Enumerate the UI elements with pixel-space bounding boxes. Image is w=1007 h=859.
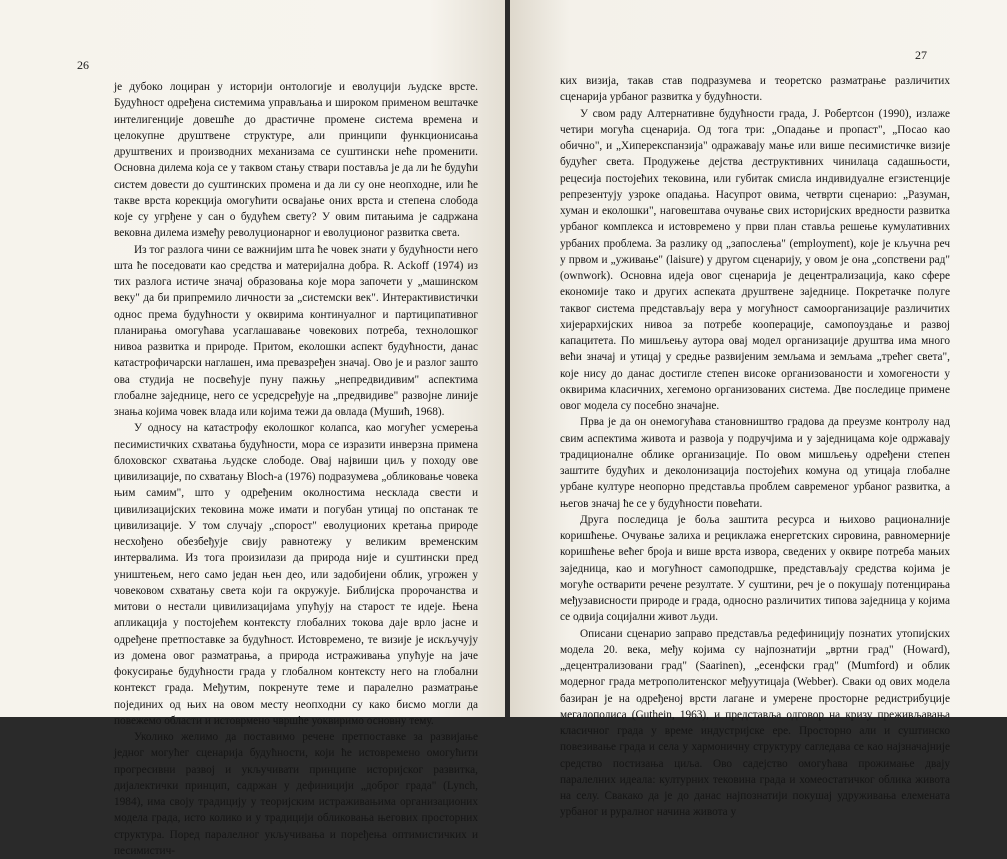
paragraph: У свом раду Алтернативне будућности града, J. Робертсон (1990), излаже четири могућа сценарија. Од тога три: „Опадање и пропаст", „Посао као обично", и „Хиперекспанзија" одражавају мање или више песимистичке визије будућег света. Продужење дејства деструктивних чинилаца садашњости, рецесија постојећих тековина, или губитак смисла индивидуалне егзистенције репрезентују узроке опадања. Насупрот овима, четврти сценарио: „Разуман, хуман и еколошки", наговештава очување свих историјских вредности развитка урбаног комплекса и истовремено у први план ставља решење кумулативних урбаних проблема. За разлику од „запослења" (employment), које је кључна реч у првом и „уживање" (laisure) у другом сценарију, у овом је она „сопствени рад" (ownwork). Основна идеја овог сценарија је децентрализација, како сфере економије тако и других аспеката друштвене заједнице. Покретачке полуге таквог система представљају вера у могућност самоорганизације различитих хијерархијских нивоа за потребе кооперације, самопоуздање и развој капацитета. По мишљењу аутора овај модел организације друштва има много већи значај и утицај у средње развијеним земљама и земљама „трећег света", које нису до данас достигле степен високе организованости и хомогености у оквирима класичних, хегемоно организованих система. Две последице примене овог модела су посебно значајне. <box>560 107 950 412</box>
paragraph: У односу на катастрофу еколошког колапса, као могућег усмерења песимистичких схватања будућности, мора се изразити инверзна примена блоховског схватања људске слободе. Овај највиши циљ у походу ове цивилизације, по схватању Bloch-а (1976) подразумева „обликовање човека њим самим", што у одређеним околностима несклада свести и цивилизацијских тековина може имати и погубан утицај по опстанак те цивилизације. У том случају „спорост" еволуционих кретања природе несхођено обезбеђује свију равнотежу у великим временским интервалима. Из тога произилази да природа није и суштински пред уништењем, него само један њен део, или задобијени облик, угрожен у човековом схватању света који га окружује. Библијска пророчанства и митови о нестали цивилизацијама упућују на старост те идеје. Њена апликација у постојећем контексту глобалних токова даје врло јасне и одређене претпоставке за будућност. Истовремено, те визије је искључују из домена овог разматрања, а природа истраживања упућује на јаче фокусирање будућности града у глобалном контексту него на глобални контекст града. Међутим, покренуте теме и паралелно разматрање појединих од њих на овом месту неопходни су како бисмо могли да повежемо области и истоврмено чвршће уоквиримо основну тему. <box>114 422 478 727</box>
page-body <box>114 79 478 859</box>
page-number: 26 <box>77 58 89 72</box>
paragraph: је дубоко лоциран у историји онтологије и еволуцији људске врсте. Будућност одређена системима управљања и широком применом вештачке интелигенције довешће до драстичне промене система времена и целокупне друштвене структуре, али принципи функционисања друштвених и производних механизама се суштински неће променити. Основна дилема која се у таквом стању ствари поставља је да ли ће будући систем довести до суштинских промена и да ли су оне неопходне, или ће такве врста корекција омогућити освајање оних врста и степена слобода које су угрђене у сан о будућем свету? У овим питањима је садржана вековна дилема између револуционарног и еволуционог развитка света. <box>114 81 478 240</box>
paragraph: Из тог разлога чини се важнијим шта ће човек знати у будућности него шта ће поседовати као средства и материјална добра. R. Ackoff (1974) из тих разлога истиче значај образовања које мора започети у „машинском веку" да би припремило личности за „системски век". Интерактивистички однос према будућности у оквирима континуалног и партиципативног планирања омогућава усаглашавање човекових потреба, технолошког нивоа развитка и природе. Притом, еколошки аспект будућности, данас катастрофичарски наглашен, има превазређен значај. Ово је и разлог зашто ова студија не посвећује пуну пажњу „непредвидивим" аспектима глобалне заједнице, него се усредсређује на „предвидиве" развојне линије знања којима човек влада или којима тежи да овлада (Мушић, 1968). <box>114 243 478 418</box>
paragraph: Друга последица је боља заштита ресурса и њихово рационалније коришћење. Очување залиха и рециклажа енергетских сировина, равномерније коришћење већег броја и више врста извора, сведених у оквире потреба мањих заједница, као и могућност самоподршке, представљају средства којима је могуће остварити речене резултате. У суштини, реч је о покушају потенцирања међузависности природе и града, односно различитих типова заједница у којима се одвија социјални живот људи. <box>560 513 950 624</box>
paragraph: Уколико желимо да поставимо речене претпоставке за развијање једног могућег сценарија будућности, који ће истовремено омогућити прогресивни развој и укључивати принципе историјског развитка, дијалектички принцип, садржан у дефиницији „доброг града" (Lynch, 1984), има своју традицију у теоријским истраживањима организационих модела града, исто колико и у традицији обликовања његових просторних структура. Поред паралелног укључивања и поређења оптимистичких и песимистич- <box>114 731 478 857</box>
right-page <box>510 0 1007 819</box>
page-number: 27 <box>915 48 927 62</box>
paragraph: Прва је да он онемогућава становништво градова да преузме контролу над свим аспектима живота и развоја у подручјима и у заједницама које одржавају традиционалне облике организације. По овом мишљењу одређени степен заштите будућих и деколонизација постојећих комуна од утицаја глобалне урбане културе неопорно представља проблем савременог урбаног развитка, а његов значај ће се у будућности повећати. <box>560 416 950 510</box>
paragraph: ких визија, такав став подразумева и теоретско разматрање различитих сценарија урбаног развитка у будућности. <box>560 75 950 104</box>
paragraph: Описани сценарио заправо представља редефиницију познатих утопијских модела 20. века, међу којима су најпознатији „вртни град" (Howard), „децентрализовани град" (Saarinen), „есенфски град" (Mumford) и облик модерног града метрополитенског међуутицаја (Webber). Сваки од ових модела базиран је на одређеној врсти лагане и умерене просторне редистрибуције мегалополиса (Guthein, 1963), и представља одговор на кризу преживљавања класичног града у време индустријске ере. Просторно али и суштинско повезивање града и села у хармоничну структуру сагледава се као најзначајније средство постизања циља. Ово садејство омогућава прожимање двају паралелних идеала: културних тековина града и хомеостатичког облика живота на селу. Свакако да је до данас најпознатији покушај удруживања елемената урбаног и руралног начина живота у <box>560 627 950 819</box>
page-body <box>560 73 950 821</box>
